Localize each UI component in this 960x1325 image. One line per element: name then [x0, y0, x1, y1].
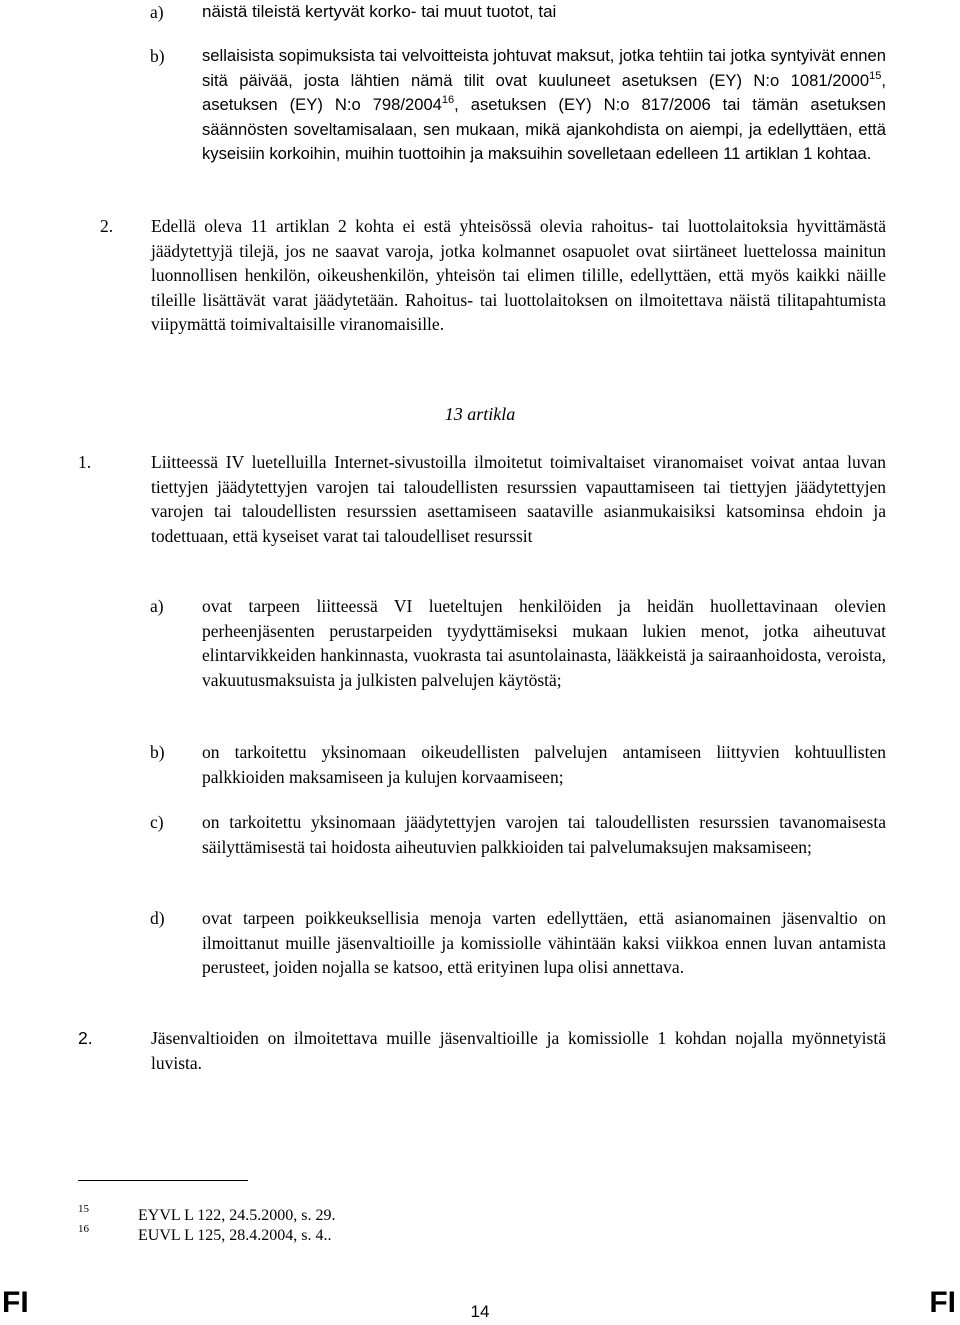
page-number: 14	[470, 1302, 490, 1321]
footer-language-right: FI	[929, 1286, 956, 1319]
list-item-a-text: näistä tileistä kertyvät korko- tai muut tuotot, tai	[202, 2, 557, 21]
list-item-b-text: sellaisista sopimuksista tai velvoitteista johtuvat maksut, jotka tehtiin tai jotka syntyivät ennen sitä päivää, josta lähtien nämä tilit ovat kuuluneet asetuksen (EY) N:o 1081/2000$^{15}$, asetuksen (EY) N:o 798/2004$^{16}$, asetuksen (EY) N:o 817/2006 tai tämän asetuksen säännösten soveltamisalaan, sen mukaan, mikä ajankohdista on aiempi, ja edellyttäen, että kyseisiin korkoihin, muihin tuottoihin ja maksuihin sovelletaan edelleen 11 artiklan 1 kohtaa.	[202, 46, 886, 163]
list-item-a-text: ovat tarpeen liitteessä VI lueteltujen henkilöiden ja heidän huollettavinaan olevien perheenjäsenten perustarpeiden tyydyttämiseksi mukaan lukien menot, jotka aiheutuvat elintarvikkeiden hankinnasta, vuokrasta tai asuntolainasta, lääkkeistä ja sairaanhoidosta, veroista, vakuutusmaksuista ja julkisten palvelujen käytöstä;	[202, 596, 886, 690]
footer-language-left: FI	[2, 1286, 29, 1319]
list-label-a: a)	[150, 596, 164, 616]
footnote-number: 15	[78, 1203, 89, 1215]
paragraph-text: Edellä oleva 11 artiklan 2 kohta ei estä yhteisössä olevia rahoitus- tai luottolaitoksia hyvittämästä jäädytettyjä tilejä, jos ne saavat varoja, jotka kolmannet osapuolet ovat siirtäneet luettelossa mainitun luonnollisen henkilön, oikeushenkilön, yhteisön tai elimen tilille, edellyttäen, että myös kaikki näille tileille lisättävät varat jäädytetään. Rahoitus- tai luottolaitoksen on ilmoitettava näistä tilitapahtumista viipymättä toimivaltaisille viranomaisille.	[151, 216, 886, 334]
footnote-text: EYVL L 122, 24.5.2000, s. 29.	[138, 1207, 336, 1224]
list-label-d: d)	[150, 908, 165, 928]
list-item-d-text: ovat tarpeen poikkeuksellisia menoja varten edellyttäen, että asianomainen jäsenvaltio on ilmoittanut muille jäsenvaltioille ja komissiolle vähintään kaksi viikkoa ennen luvan antamista perusteet, joiden nojalla se katsoo, että erityinen lupa olisi annettava.	[202, 908, 886, 977]
paragraph-number: 1.	[78, 452, 92, 472]
footnote-text: EUVL L 125, 28.4.2004, s. 4..	[138, 1227, 332, 1244]
list-label-c: c)	[150, 812, 164, 832]
list-label-b: b)	[150, 46, 165, 66]
list-item-c-text: on tarkoitettu yksinomaan jäädytettyjen varojen tai taloudellisten resurssien tavanomaisesta säilyttämisestä tai hoidosta aiheutuvien palkkioiden tai palvelumaksujen maksamiseen;	[202, 812, 886, 857]
paragraph-text: Liitteessä IV luetelluilla Internet-sivustoilla ilmoitetut toimivaltaiset viranomaiset voivat antaa luvan tiettyjen jäädytettyjen varojen tai taloudellisten resurssien vapauttamiseen tai tiettyjen jäädytettyjen varojen tai taloudellisten resurssien asettamiseen saataville asianmukaisiksi katsominsa ehdoin ja todettuaan, että kyseiset varat tai taloudelliset resurssit	[151, 452, 886, 546]
list-label-a: a)	[150, 2, 164, 22]
list-label-b: b)	[150, 742, 165, 762]
paragraph-number: 2.	[100, 216, 114, 236]
footnote-ref-16: 16	[441, 94, 455, 106]
list-item-b-text: on tarkoitettu yksinomaan oikeudellisten palvelujen antamiseen liittyvien kohtuullisten palkkioiden maksamiseen ja kulujen korvaamiseen;	[202, 742, 886, 787]
article-heading: 13 artikla	[444, 404, 516, 424]
footnote-number: 16	[78, 1223, 89, 1235]
footnote-ref-15: 15	[869, 69, 882, 82]
paragraph-text: Jäsenvaltioiden on ilmoitettava muille jäsenvaltioille ja komissiolle 1 kohdan nojalla myönnetyistä luvista.	[151, 1028, 886, 1073]
paragraph-number: 2.	[78, 1028, 93, 1048]
footnote-separator	[78, 1180, 248, 1181]
